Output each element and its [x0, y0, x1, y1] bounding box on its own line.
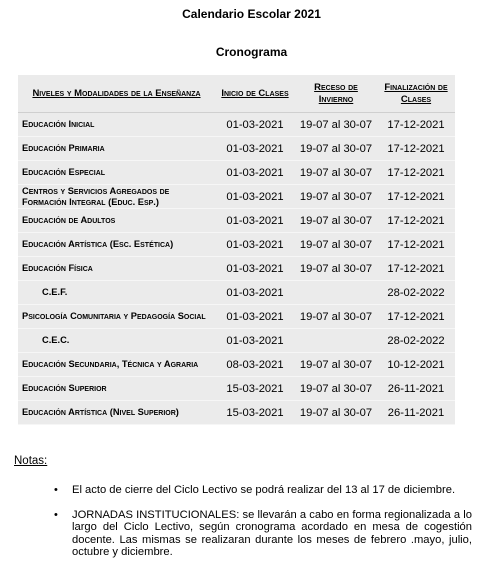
header-inicio: Inicio de Clases	[215, 75, 295, 113]
cell-receso: 19-07 al 30-07	[295, 185, 377, 209]
table-row	[18, 257, 455, 281]
cell-nivel: Educación Especial	[18, 161, 215, 185]
calendar-table	[18, 75, 455, 425]
cell-finalizacion: 28-02-2022	[377, 281, 455, 305]
table-header-row	[18, 75, 455, 113]
cell-nivel: Educación de Adultos	[18, 209, 215, 233]
table-row	[18, 137, 455, 161]
cell-receso: 19-07 al 30-07	[295, 161, 377, 185]
table-row	[18, 161, 455, 185]
cell-finalizacion: 17-12-2021	[377, 113, 455, 137]
header-finalizacion: Finalización de Clases	[377, 75, 455, 113]
cell-finalizacion: 17-12-2021	[377, 233, 455, 257]
cell-receso: 19-07 al 30-07	[295, 257, 377, 281]
table-row	[18, 329, 455, 353]
cell-nivel: Educación Secundaria, Técnica y Agraria	[18, 353, 215, 377]
cell-inicio: 01-03-2021	[215, 185, 295, 209]
table-row	[18, 401, 455, 425]
cell-inicio: 15-03-2021	[215, 377, 295, 401]
cell-finalizacion: 10-12-2021	[377, 353, 455, 377]
list-item	[54, 484, 472, 497]
cell-finalizacion: 26-11-2021	[377, 377, 455, 401]
cell-inicio: 01-03-2021	[215, 209, 295, 233]
table-row	[18, 281, 455, 305]
cell-nivel: Centros y Servicios Agregados de Formación Integral (Educ. Esp.)	[18, 185, 215, 209]
cell-finalizacion: 17-12-2021	[377, 305, 455, 329]
cell-nivel: C.E.C.	[18, 329, 215, 353]
cell-finalizacion: 17-12-2021	[377, 185, 455, 209]
cell-nivel: C.E.F.	[18, 281, 215, 305]
cell-finalizacion: 26-11-2021	[377, 401, 455, 425]
table-row	[18, 305, 455, 329]
cell-receso: 19-07 al 30-07	[295, 377, 377, 401]
table-row	[18, 185, 455, 209]
cell-nivel: Psicología Comunitaria y Pedagogía Social	[18, 305, 215, 329]
cell-inicio: 01-03-2021	[215, 161, 295, 185]
note-text: El acto de cierre del Ciclo Lectivo se podrá realizar del 13 al 17 de diciembre.	[72, 484, 456, 496]
table-row	[18, 233, 455, 257]
cell-inicio: 08-03-2021	[215, 353, 295, 377]
cell-receso: 19-07 al 30-07	[295, 137, 377, 161]
header-niveles: Niveles y Modalidades de la Enseñanza	[18, 75, 215, 113]
cell-inicio: 01-03-2021	[215, 329, 295, 353]
cell-receso	[295, 281, 377, 305]
cell-receso	[295, 329, 377, 353]
notes-list	[54, 484, 472, 571]
cell-inicio: 01-03-2021	[215, 305, 295, 329]
table-row	[18, 209, 455, 233]
list-item	[54, 509, 472, 559]
table-row	[18, 113, 455, 137]
cell-nivel: Educación Superior	[18, 377, 215, 401]
cell-receso: 19-07 al 30-07	[295, 113, 377, 137]
cell-inicio: 01-03-2021	[215, 137, 295, 161]
header-receso: Receso de Invierno	[295, 75, 377, 113]
cell-nivel: Educación Artística (Esc. Estética)	[18, 233, 215, 257]
cell-finalizacion: 17-12-2021	[377, 161, 455, 185]
table-row	[18, 377, 455, 401]
notes-label: Notas:	[14, 455, 48, 467]
cell-inicio: 01-03-2021	[215, 113, 295, 137]
cell-receso: 19-07 al 30-07	[295, 305, 377, 329]
cell-inicio: 15-03-2021	[215, 401, 295, 425]
cell-finalizacion: 17-12-2021	[377, 209, 455, 233]
cell-inicio: 01-03-2021	[215, 281, 295, 305]
cell-nivel: Educación Física	[18, 257, 215, 281]
cell-receso: 19-07 al 30-07	[295, 233, 377, 257]
table-row	[18, 353, 455, 377]
bullet-icon: •	[54, 484, 58, 496]
cell-inicio: 01-03-2021	[215, 233, 295, 257]
note-text: JORNADAS INSTITUCIONALES: se llevarán a cabo en forma regionalizada a lo largo del Ciclo Lectivo, según cronograma acordado en mesa de cogestión docente. Las mismas se realizaran durante los meses de febrero .mayo, julio, octubre y diciembre.	[72, 508, 472, 558]
cell-nivel: Educación Inicial	[18, 113, 215, 137]
document-title: Calendario Escolar 2021	[182, 7, 321, 21]
cell-finalizacion: 28-02-2022	[377, 329, 455, 353]
bullet-icon: •	[54, 508, 58, 521]
cell-nivel: Educación Artística (Nivel Superior)	[18, 401, 215, 425]
cell-nivel: Educación Primaria	[18, 137, 215, 161]
cell-receso: 19-07 al 30-07	[295, 209, 377, 233]
cell-receso: 19-07 al 30-07	[295, 353, 377, 377]
section-subtitle: Cronograma	[215, 45, 288, 59]
cell-finalizacion: 17-12-2021	[377, 257, 455, 281]
cell-inicio: 01-03-2021	[215, 257, 295, 281]
cell-receso: 19-07 al 30-07	[295, 401, 377, 425]
cell-finalizacion: 17-12-2021	[377, 137, 455, 161]
